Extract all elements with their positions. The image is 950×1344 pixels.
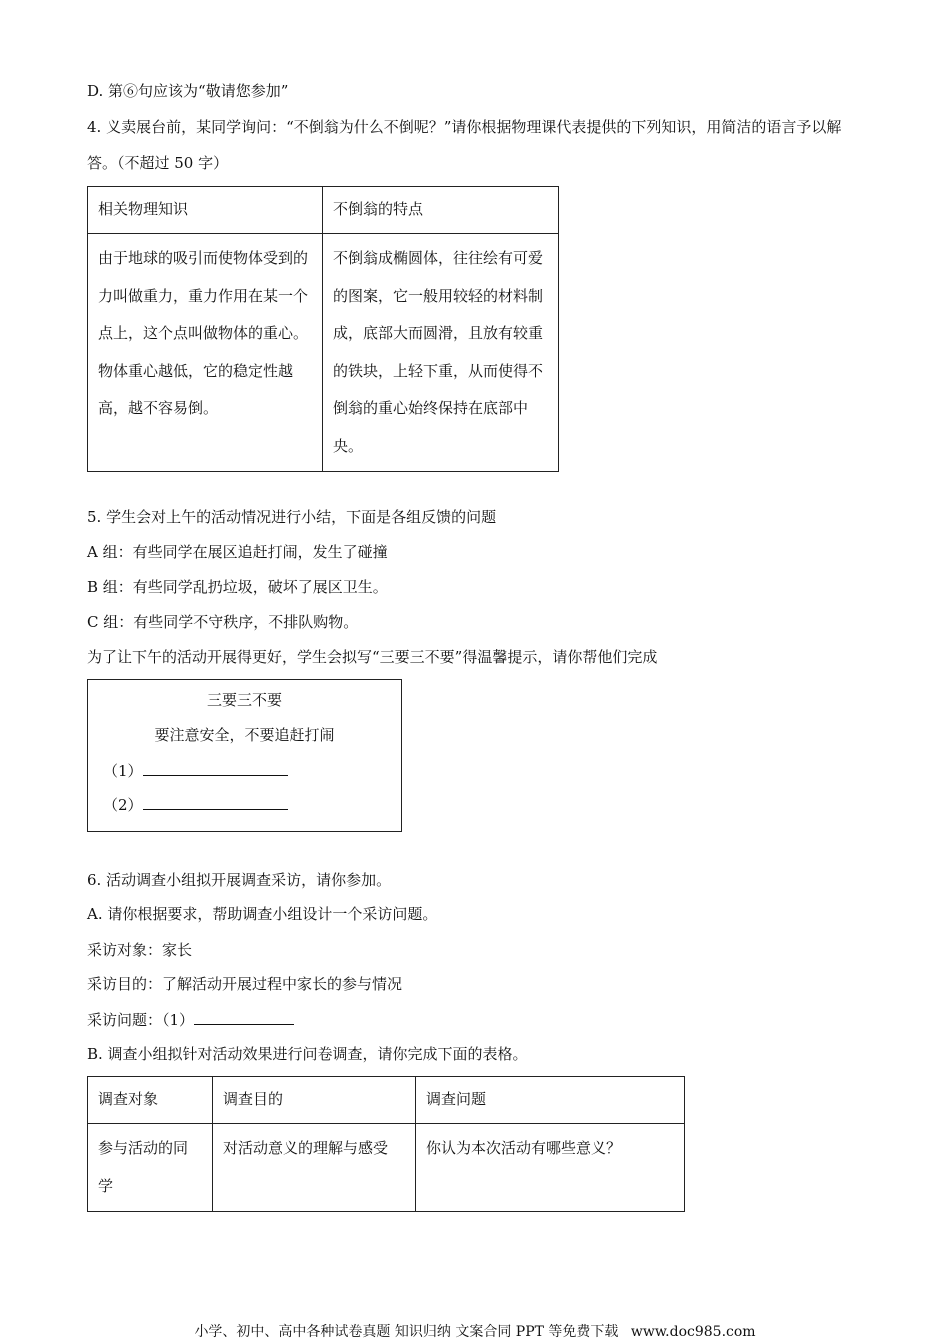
footer-link[interactable]: www.doc985.com [630, 1324, 756, 1340]
answer-blank-2[interactable] [143, 793, 288, 810]
interview-question-blank[interactable] [194, 1008, 294, 1025]
q5-box-title: 三要三不要 [206, 691, 282, 709]
footer-text: 小学、初中、高中各种试卷真题 知识归纳 文案合同 PPT 等免费下载 [194, 1324, 619, 1340]
q5-group-b: B 组：有些同学乱扔垃圾，破坏了展区卫生。 [87, 578, 388, 596]
q5-box-item-1: （1） [103, 759, 288, 782]
q6-target: 采访对象：家长 [87, 941, 193, 959]
q6-part-a: A. 请你根据要求，帮助调查小组设计一个采访问题。 [87, 905, 438, 923]
q5-box-item-2: （2） [103, 793, 288, 816]
q5-group-c: C 组：有些同学不守秩序，不排队购物。 [87, 613, 359, 631]
q6-cell-target: 参与活动的同学 [88, 1124, 213, 1212]
q4-stem: 4. 义卖展台前，某同学询问：“不倒翁为什么不倒呢？”请你根据物理课代表提供的下列知识，用简洁的语言予以解答。（不超过 50 字） [87, 118, 842, 172]
q4-table [87, 186, 559, 472]
q6-header-purpose: 调查目的 [213, 1077, 416, 1124]
q5-box-example: 要注意安全，不要追赶打闹 [154, 726, 335, 744]
page-footer [0, 1322, 950, 1342]
q4-header-physics: 相关物理知识 [88, 187, 323, 234]
q4-cell-features: 不倒翁成椭圆体，往往绘有可爱的图案，它一般用较轻的材料制成，底部大而圆滑，且放有较重的铁块，上轻下重，从而使得不倒翁的重心始终保持在底部中央。 [323, 234, 559, 472]
q6-purpose: 采访目的：了解活动开展过程中家长的参与情况 [87, 975, 403, 993]
q6-cell-question: 你认为本次活动有哪些意义？ [416, 1124, 685, 1212]
q6-table [87, 1076, 685, 1212]
answer-blank-1[interactable] [143, 759, 288, 776]
q6-stem: 6. 活动调查小组拟开展调查采访，请你参加。 [87, 871, 392, 889]
q6-part-b: B. 调查小组拟针对活动效果进行问卷调查，请你完成下面的表格。 [87, 1045, 528, 1063]
q4-cell-physics: 由于地球的吸引而使物体受到的力叫做重力，重力作用在某一个点上，这个点叫做物体的重心。物体重心越低，它的稳定性越高，越不容易倒。 [88, 234, 323, 472]
q4-header-features: 不倒翁的特点 [323, 187, 559, 234]
q5-prompt: 为了让下午的活动开展得更好，学生会拟写“三要三不要”得温馨提示，请你帮他们完成 [87, 648, 658, 666]
q6-cell-purpose: 对活动意义的理解与感受 [213, 1124, 416, 1212]
q6-question: 采访问题：（1） [87, 1008, 294, 1031]
q5-stem: 5. 学生会对上午的活动情况进行小结，下面是各组反馈的问题 [87, 508, 497, 526]
q6-header-target: 调查对象 [88, 1077, 213, 1124]
q3-option-d: D. 第⑥句应该为“敬请您参加” [87, 82, 289, 100]
q5-group-a: A 组：有些同学在展区追赶打闹，发生了碰撞 [87, 543, 388, 561]
q5-tips-box [87, 679, 402, 832]
q6-header-question: 调查问题 [416, 1077, 685, 1124]
